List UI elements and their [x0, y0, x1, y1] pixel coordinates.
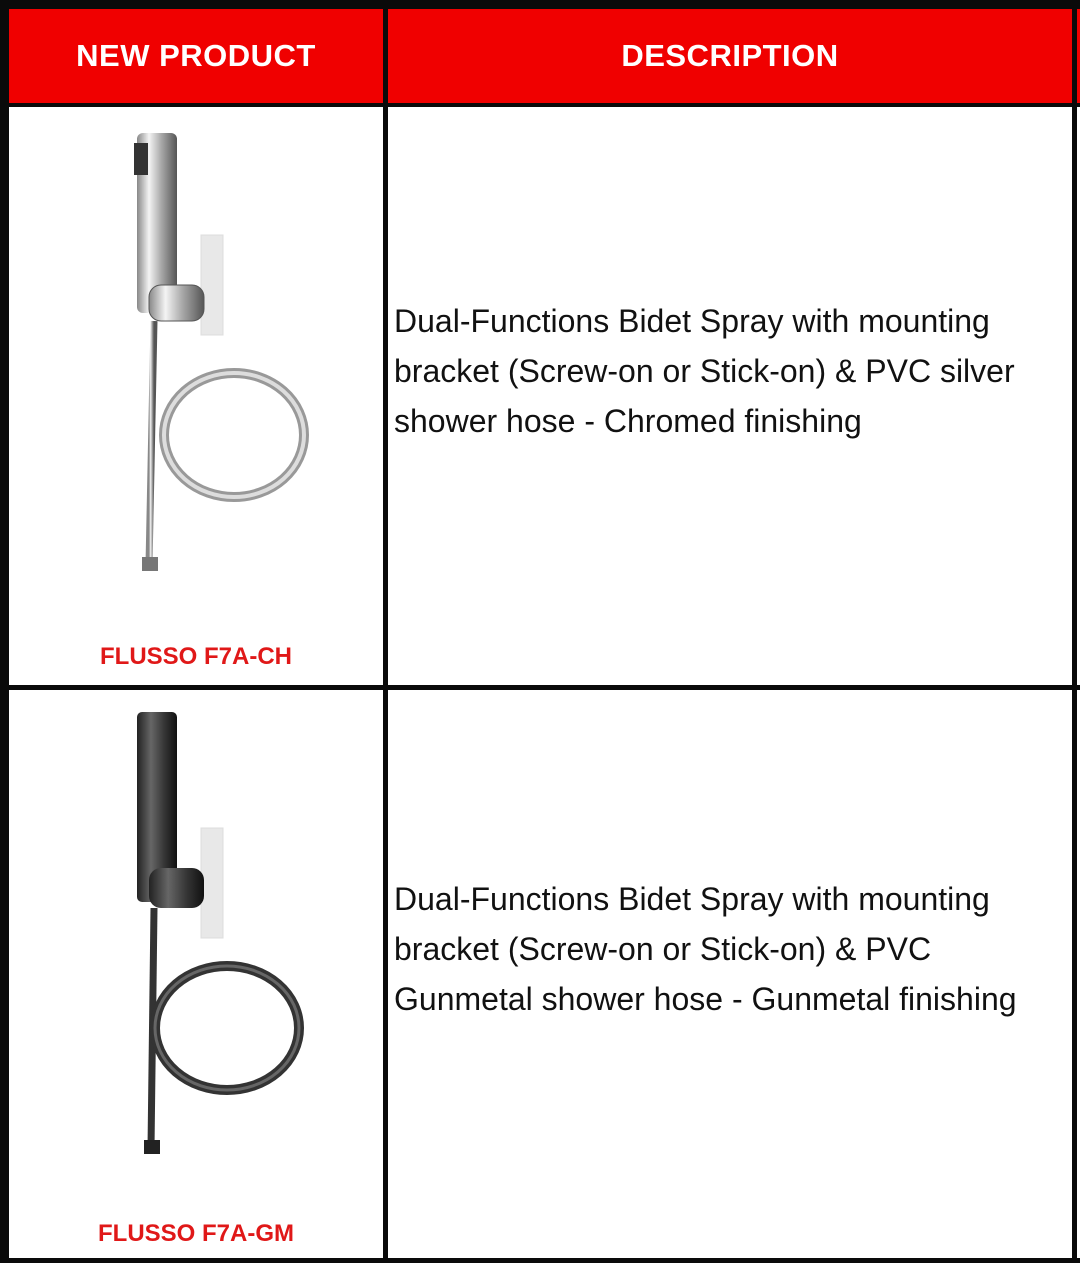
bidet-spray-chrome-image [109, 125, 319, 585]
product-cell [9, 107, 383, 685]
product-code: FLUSSO F7A-GM [98, 1220, 294, 1247]
product-description: Dual-Functions Bidet Spray with mounting bracket (Screw-on or Stick-on) & PVC Gunmetal shower hose - Gunmetal finishing [394, 881, 1017, 1017]
description-cell [388, 690, 1072, 1258]
product-code: FLUSSO F7A-CH [100, 643, 292, 670]
description-cell [388, 107, 1072, 685]
header-new-product: NEW PRODUCT [9, 9, 383, 103]
product-description: Dual-Functions Bidet Spray with mounting bracket (Screw-on or Stick-on) & PVC silver shower hose - Chromed finishing [394, 303, 1015, 439]
bidet-spray-gunmetal-image [109, 708, 319, 1168]
header-description: DESCRIPTION [388, 9, 1072, 103]
product-cell [9, 690, 383, 1258]
